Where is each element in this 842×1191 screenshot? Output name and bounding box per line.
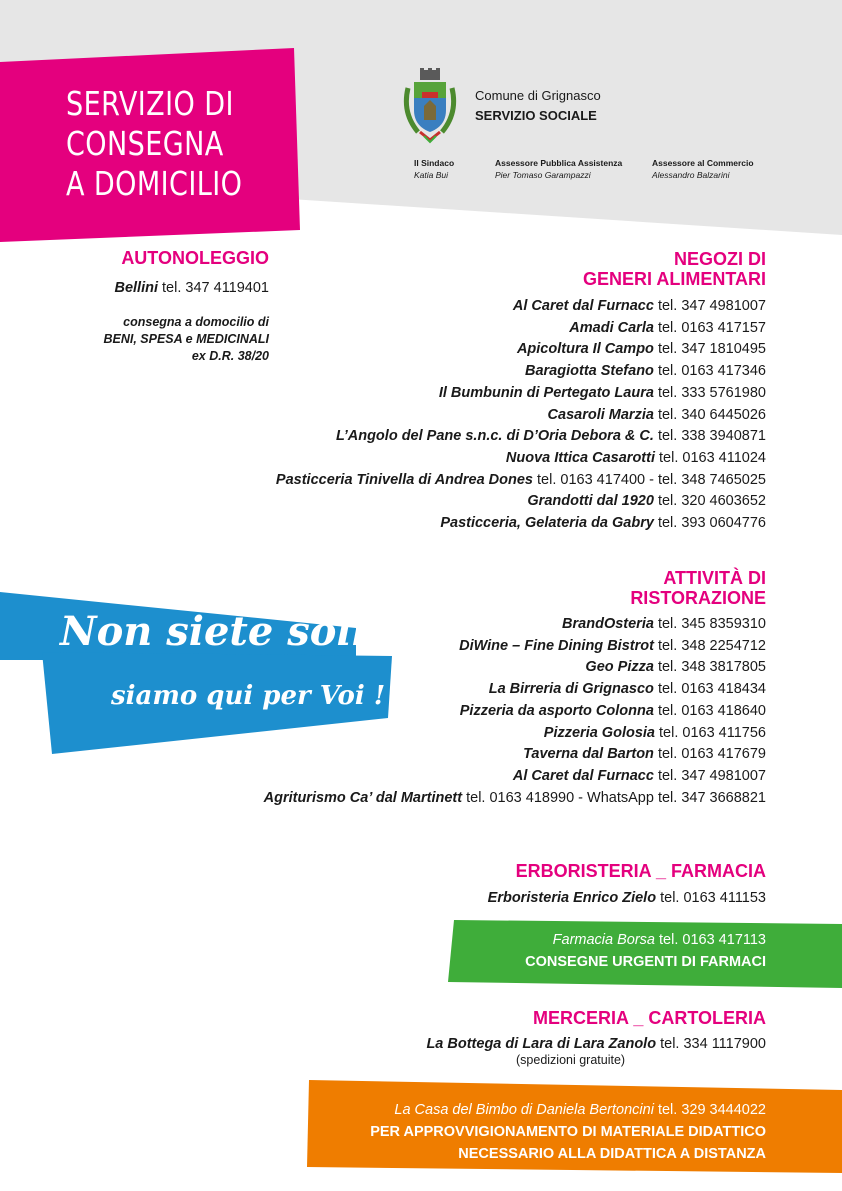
- official-assistenza: Assessore Pubblica Assistenza Pier Tomaso Garampazzi: [495, 158, 623, 180]
- list-item: Il Bumbunin di Pertegato Laura tel. 333 5761980: [438, 384, 766, 401]
- erboristeria-entry: Erboristeria Enrico Zielo tel. 0163 411153: [487, 890, 766, 906]
- farmacia-note: CONSEGNE URGENTI DI FARMACI: [525, 954, 766, 970]
- list-item: Al Caret dal Furnacc tel. 347 4981007: [512, 298, 766, 314]
- farmacia-entry: Farmacia Borsa tel. 0163 417113 CONSEGNE URGENTI DI FARMACI: [525, 929, 766, 973]
- autonoleggio-heading: AUTONOLEGGIO: [121, 248, 269, 268]
- autonoleggio-entry: Bellini tel. 347 4119401: [114, 280, 269, 296]
- page-title: [66, 84, 242, 204]
- ristorazione-heading: ATTIVITÀ DI RISTORAZIONE: [630, 568, 766, 608]
- title-line-1: SERVIZIO DI: [66, 84, 234, 123]
- list-item: Pizzeria Golosia tel. 0163 411756: [543, 724, 766, 741]
- list-item: Casaroli Marzia tel. 340 6445026: [547, 406, 766, 423]
- official-sindaco: Il Sindaco Katia Bui: [414, 158, 455, 180]
- merceria-entry: La Bottega di Lara di Lara Zanolo tel. 334 1117900: [426, 1036, 766, 1052]
- list-item: Pasticceria, Gelateria da Gabry tel. 393 0604776: [440, 515, 766, 532]
- servizio-sociale: SERVIZIO SOCIALE: [475, 108, 597, 123]
- comune-crest-icon: [400, 68, 460, 144]
- comune-block: [475, 86, 601, 126]
- list-item: Amadi Carla tel. 0163 417157: [569, 319, 766, 336]
- list-item: Pizzeria da asporto Colonna tel. 0163 418640: [459, 702, 766, 719]
- title-line-3: A DOMICILIO: [66, 164, 243, 203]
- negozi-heading: NEGOZI DI GENERI ALIMENTARI: [583, 249, 766, 289]
- erboristeria-heading: ERBORISTERIA _ FARMACIA: [515, 861, 766, 881]
- merceria-note: (spedizioni gratuite): [516, 1053, 626, 1067]
- list-item: Nuova Ittica Casarotti tel. 0163 411024: [505, 449, 766, 466]
- ristorazione-list: [264, 614, 766, 809]
- comune-name: Comune di Grignasco: [475, 88, 601, 103]
- list-item: La Birreria di Grignasco tel. 0163 418434: [488, 681, 766, 698]
- autonoleggio-note: consegna a domocilio di BENI, SPESA e MEDICINALI ex D.R. 38/20: [103, 315, 269, 363]
- list-item: Grandotti dal 1920 tel. 320 4603652: [527, 493, 766, 510]
- bimbo-note-1: PER APPROVVIGIONAMENTO DI MATERIALE DIDATTICO: [370, 1124, 766, 1140]
- autonoleggio-section: [60, 248, 269, 365]
- slogan-line-1: Non siete soli: [60, 608, 367, 655]
- list-item: BrandOsteria tel. 345 8359310: [562, 616, 766, 632]
- bimbo-note-2: NECESSARIO ALLA DIDATTICA A DISTANZA: [458, 1146, 766, 1162]
- list-item: Al Caret dal Furnacc tel. 347 4981007: [512, 767, 766, 784]
- list-item: DiWine – Fine Dining Bistrot tel. 348 2254712: [459, 637, 766, 654]
- negozi-list: [276, 296, 766, 535]
- list-item: Pasticceria Tinivella di Andrea Dones tel. 0163 417400 - tel. 348 7465025: [275, 471, 766, 488]
- title-line-2: CONSEGNA: [66, 124, 224, 163]
- slogan-line-2: siamo qui per Voi !: [111, 681, 386, 711]
- bimbo-entry: La Casa del Bimbo di Daniela Bertoncini tel. 329 3444022 PER APPROVVIGIONAMENTO DI MATERIALE DIDATTICO NECESSARIO ALLA DIDATTICA A DISTANZA: [370, 1099, 766, 1165]
- list-item: Apicoltura Il Campo tel. 347 1810495: [516, 341, 766, 358]
- list-item: L’Angolo del Pane s.n.c. di D’Oria Debora & C. tel. 338 3940871: [335, 428, 766, 445]
- list-item: Taverna dal Barton tel. 0163 417679: [523, 746, 766, 763]
- official-commercio: Assessore al Commercio Alessandro Balzarini: [652, 158, 754, 180]
- merceria-heading: MERCERIA _ CARTOLERIA: [532, 1008, 766, 1028]
- list-item: Geo Pizza tel. 348 3817805: [585, 659, 766, 676]
- list-item: Baragiotta Stefano tel. 0163 417346: [525, 363, 766, 380]
- list-item: Agriturismo Ca’ dal Martinett tel. 0163 418990 - WhatsApp tel. 347 3668821: [263, 789, 766, 806]
